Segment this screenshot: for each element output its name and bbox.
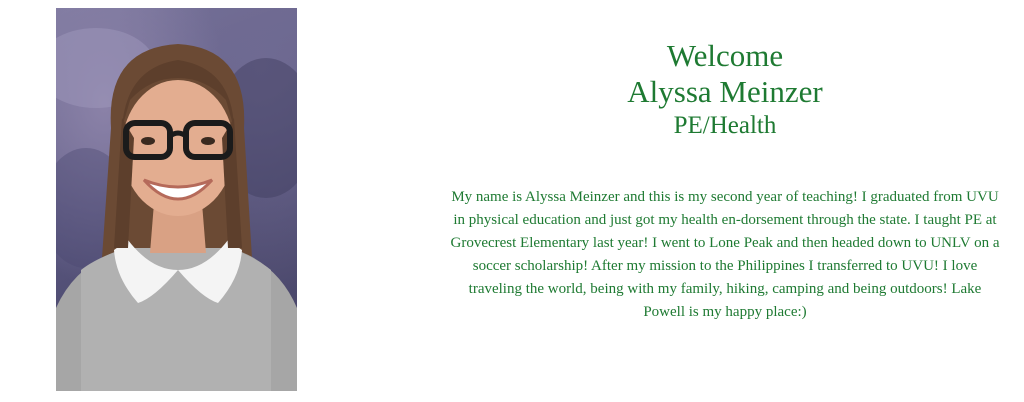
profile-text (440, 38, 1010, 324)
teacher-portrait-photo (56, 8, 297, 391)
teacher-bio: My name is Alyssa Meinzer and this is my second year of teaching! I graduated from UVU in physical education and just got my health en-dorsement through the state. I taught PE at Grovecrest Elementary last year! I went to Lone Peak and then headed down to UNLV on a soccer scholarship! After my mission to the Philippines I transferred to UVU! I love traveling the world, being with my family, hiking, camping and being outdoors! Lake Powell is my happy place:) (450, 189, 1000, 320)
teacher-name: Alyssa Meinzer (627, 74, 823, 109)
teacher-subject: PE/Health (673, 112, 777, 139)
welcome-heading: Welcome (666, 38, 784, 73)
